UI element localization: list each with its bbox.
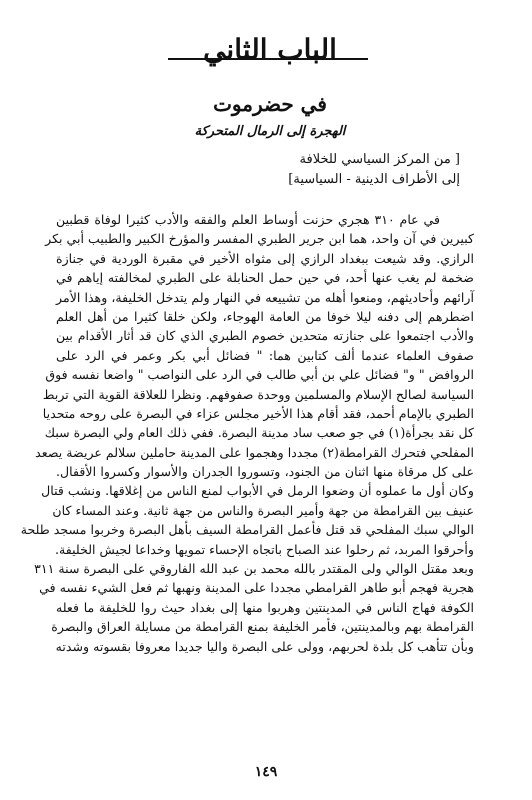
body-line: كل نقد بجرأة(١) في جو صعب ساد مدينة البصرة. ففي ذلك العام ولي البصرة سبك — [44, 425, 474, 441]
descriptor-line: إلى الأطراف الدينية - السياسية] — [288, 172, 460, 187]
body-line: اضطرهم إلى دفنه ليلا خوفا من العامة الهوجاء، ولكن خلقا كثيرا من أهل العلم — [56, 308, 474, 324]
body-line: الطبري بالإمام أحمد، فقد أقام هذا الأخير مجلس عزاء في البصرة على روحه متحديا — [42, 405, 474, 421]
body-text — [20, 210, 474, 656]
body-line: وأحرقوا المربد، ثم رحلوا عند الصباح باتجاه الإحساء تمويها وخداعا لجيش الخليفة. — [54, 541, 474, 557]
body-line: كبيرين في آن واحد، هما ابن جرير الطبري المفسر والمؤرخ الكبير والطبيب أبي بكر — [45, 231, 474, 247]
body-line: وبأن تتأهب كل بلدة لحربهم، وولى على البصرة واليا جديدا معروفا بقسوته وشدته — [55, 638, 474, 654]
page-number: ١٤٩ — [254, 764, 278, 780]
body-line: القرامطة بهم وبالمدينتين، فأمر الخليفة بمنع القرامطة من مسايلة العراق والبصرة — [51, 619, 474, 635]
body-line: صفوف العلماء عندما ألف كتابين هما: " فضائل أبي بكر وعمر في الرد على — [56, 347, 474, 363]
body-line: وبعد مقتل الوالي ولى المقتدر بالله محمد بن عبد الله الفاروقي على البصرة سنة ٣١١ — [34, 561, 474, 577]
section-descriptor — [200, 150, 460, 190]
body-line: والأدب اجتمعوا على جنازته متحدين خصوم الطبري الذي كان قد أثار الأقدام بين — [56, 328, 474, 344]
body-line: هجرية فهجم أبو طاهر القرامطي مجددا على المدينة ونهبها ثم فعل الشيء نفسه في — [39, 580, 474, 596]
body-line: الكوفة فهاج الناس في المدينتين وهربوا منها إلى بغداد حيث روا للخليفة ما فعله — [56, 599, 474, 615]
body-line: على كل مرقاة منها اثنان من الجنود، وتسوروا الجدران والأسوار وكسروا الأقفال. — [56, 464, 474, 480]
body-line: عنيف بين القرامطة من جهة وأمير البصرة والناس من جهة ثانية. وعند المساء كان — [52, 502, 474, 518]
descriptor-line: [ من المركز السياسي للخلافة — [299, 152, 460, 167]
body-line: المفلحي فتحرك القرامطة(٢) مجددا وهجموا على المدينة حاملين سلالم عريضة يصعد — [35, 444, 474, 460]
body-line: الروافض " و" فضائل علي بن أبي طالب في الرد على النواصب " واضعا نفسه فوق — [45, 367, 474, 383]
chapter-heading: الباب الثاني — [203, 33, 337, 66]
section-subtitle: الهجرة إلى الرمال المتحركة — [194, 124, 346, 139]
chapter-heading-rule — [168, 58, 368, 60]
body-line: آرائهم وأحاديثهم، ومنعوا أهله من تشييعه في النهار ولم يتدخل الخليفة، وهذا الأمر — [56, 289, 474, 305]
section-title: في حضرموت — [213, 92, 327, 116]
body-line: السياسة لصالح الإسلام والمسلمين ووحدة صفوفهم. ونظرا للعلاقة القوية التي تربط — [42, 386, 474, 402]
body-line: في عام ٣١٠ هجري حزنت أوساط العلم والفقه والأدب كثيرا لوفاة قطبين — [56, 212, 440, 227]
body-line: وكان أول ما عملوه أن وضعوا الرمل في الأبواب لمنع الناس من إغلاقها. ونشب قتال — [41, 483, 474, 499]
body-line: ضخمة لم يغب عنها أحد، في حين حمل الحنابلة على الطبري لمخالفته إياهم في — [56, 270, 474, 286]
body-line: الوالي سبك المفلحي قد قتل فأعمل القرامطة السيف بأهل البصرة وخربوا مسجد طلحة — [20, 522, 474, 538]
body-line: الرازي. وقد شيعت ببغداد الرازي إلى مثواه الأخير في مقبرة الوردية في جنازة — [56, 250, 474, 266]
